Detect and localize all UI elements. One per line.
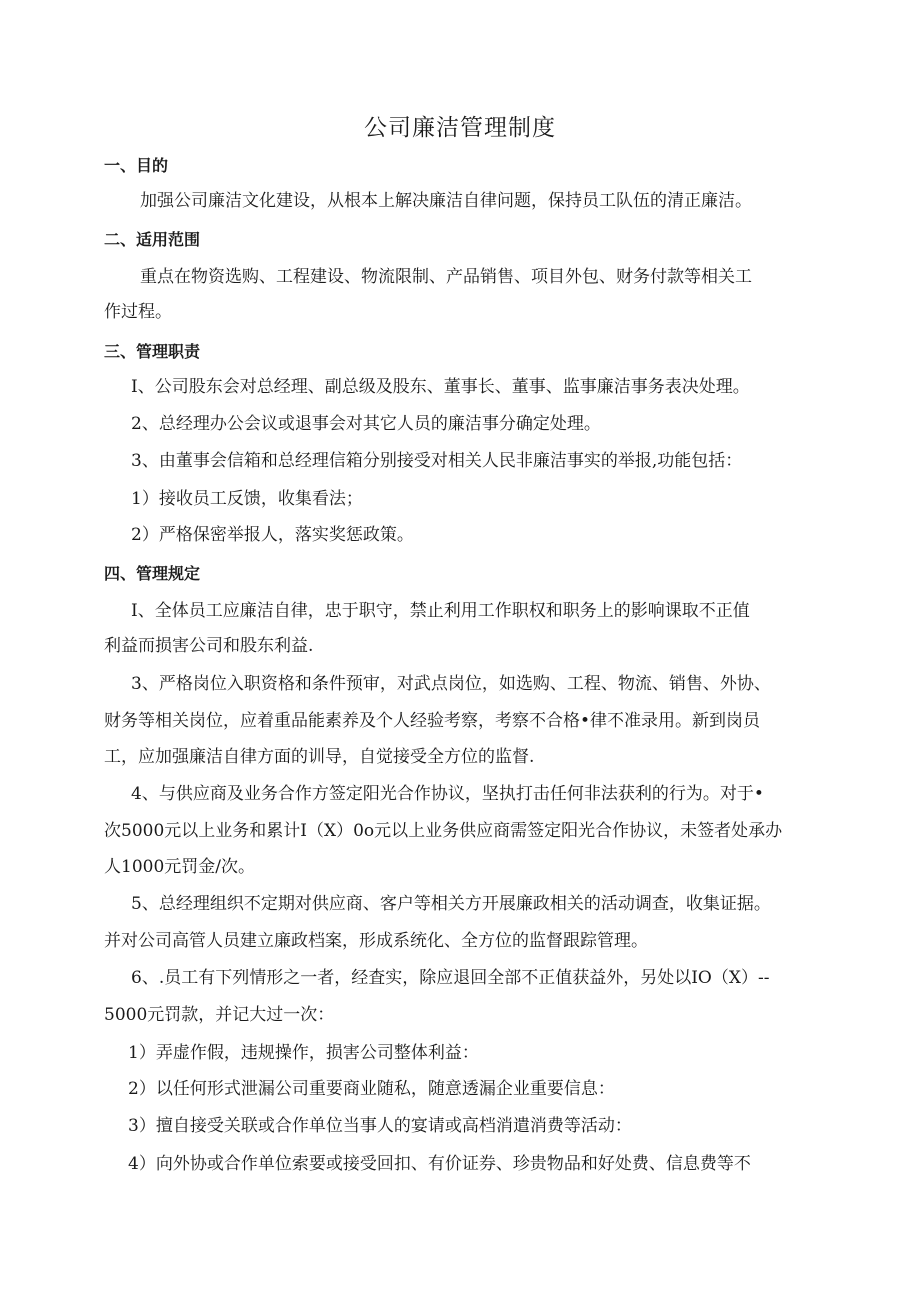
regulation-6-subitem-2: 2）以任何形式泄漏公司重要商业随私，随意透漏企业重要信息： <box>128 1079 615 1099</box>
section-heading-regulations: 四、管理规定 <box>104 564 201 583</box>
responsibility-subitem-1: 1）接收员工反馈，收集看法； <box>131 489 363 509</box>
regulation-6-subitem-3: 3）擅自接受关联或合作单位当事人的宴请或高档消遣消费等活动： <box>128 1116 632 1136</box>
regulation-1-line2: 利益而损害公司和股东利益. <box>104 636 314 656</box>
responsibility-item-1: I、公司股东会对总经理、副总级及股东、董事长、董事、监事廉洁事务表决处理。 <box>131 377 750 397</box>
regulation-1-line1: I、全体员工应廉洁自律，忠于职守，禁止利用工作职权和职务上的影响课取不正值 <box>131 601 750 621</box>
paragraph-scope-line2: 作过程。 <box>104 302 172 322</box>
responsibility-item-2: 2、总经理办公会议或退事会对其它人员的廉洁事分确定处理。 <box>131 414 601 434</box>
paragraph-scope-line1: 重点在物资选购、工程建设、物流限制、产品销售、项目外包、财务付款等相关工 <box>140 267 752 287</box>
section-heading-responsibilities: 三、管理职责 <box>104 342 201 361</box>
section-heading-purpose: 一、目的 <box>104 156 169 175</box>
regulation-6-line2: 5000元罚款，并记大过一次： <box>104 1005 335 1025</box>
regulation-3-line3: 工，应加强廉洁自律方面的训导，自觉接受全方位的监督. <box>104 747 535 767</box>
responsibility-subitem-2: 2）严格保密举报人，落实奖惩政策。 <box>131 525 414 545</box>
regulation-6-line1: 6、.员工有下列情形之一者，经査实，除应退回全部不正值获益外，另处以IO（X）-- <box>131 968 770 988</box>
paragraph-purpose: 加强公司廉洁文化建设，从根本上解决廉洁自律问题，保持员工队伍的清正廉洁。 <box>140 191 752 211</box>
regulation-4-line3: 人1000元罚金/次。 <box>104 857 255 877</box>
regulation-5-line2: 并对公司高管人员建立廉政档案，形成系统化、全方位的监督跟踪管理。 <box>104 931 648 951</box>
regulation-6-subitem-1: 1）弄虚作假，违规操作，损害公司整体利益： <box>128 1043 479 1063</box>
regulation-3-line2: 财务等相关岗位，应着重品能素养及个人经验考察，考察不合格•律不准录用。新到岗员 <box>104 711 761 731</box>
regulation-3-line1: 3、严格岗位入职资格和条件预审，对武点岗位，如选购、工程、物流、销售、外协、 <box>131 674 771 694</box>
document-title: 公司廉洁管理制度 <box>364 115 556 141</box>
regulation-4-line1: 4、与供应商及业务合作方签定阳光合作协议，坚执打击任何非法获利的行为。对于• <box>131 784 764 804</box>
regulation-4-line2: 次5000元以上业务和累计I（X）0o元以上业务供应商需签定阳光合作协议，未签者处承办 <box>104 821 783 841</box>
regulation-5-line1: 5、总经理组织不定期对供应商、客户等相关方开展廉政相关的活动调查，收集证据。 <box>131 894 771 914</box>
responsibility-item-3: 3、由董事会信箱和总经理信箱分别接受对相关人民非廉洁事实的举报,功能包括： <box>131 451 743 471</box>
regulation-6-subitem-4: 4）向外协或合作单位索要或接受回扣、有价证券、珍贵物品和好处费、信息费等不 <box>128 1154 751 1174</box>
section-heading-scope: 二、适用范围 <box>104 230 201 249</box>
